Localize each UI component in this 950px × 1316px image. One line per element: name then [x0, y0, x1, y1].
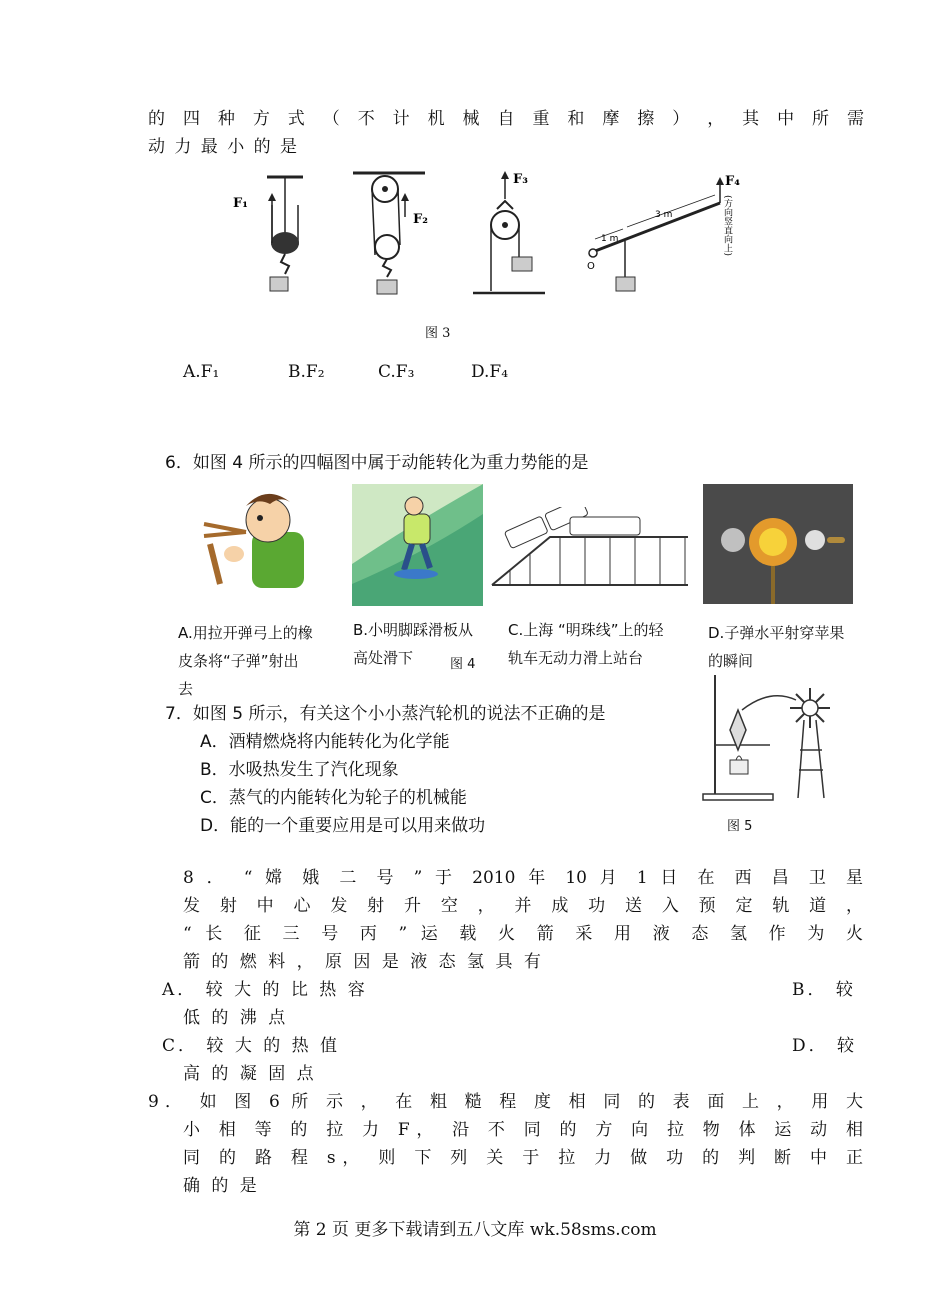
label-1m: 1 m	[601, 234, 619, 244]
q6-option-b-line-2: 高处滑下	[353, 649, 414, 667]
q6-option-c-line-2: 轨车无动力滑上站台	[508, 649, 644, 667]
fixed-pulley-drawing	[267, 177, 303, 291]
q8-option-a: A． 较 大 的 比 热 容	[162, 980, 368, 1000]
q6-option-b-line-1: B.小明脚踩滑板从	[353, 621, 474, 639]
q7-option-d: D．能的一个重要应用是可以用来做功	[200, 816, 486, 836]
q9-stem-line-2: 小 相 等 的 拉 力 F， 沿 不 同 的 方 向 拉 物 体 运 动 相	[183, 1120, 863, 1140]
q8-option-b-continued: 低 的 沸 点	[183, 1008, 289, 1028]
q7-option-c: C．蒸气的内能转化为轮子的机械能	[200, 788, 467, 808]
q6-stem: 6．如图 4 所示的四幅图中属于动能转化为重力势能的是	[165, 453, 589, 473]
q8-option-d: D． 较	[792, 1036, 858, 1056]
q8-option-b: B． 较	[792, 980, 856, 1000]
figure-4-caption: 图 4	[450, 657, 476, 672]
q5-option-a: A.F₁	[183, 362, 220, 382]
q8-option-c: C． 较 大 的 热 值	[162, 1036, 341, 1056]
figure-5-steam-turbine	[700, 670, 840, 805]
q6-image-d-bullet-apple	[703, 484, 853, 604]
q8-stem-line-3: “ 长 征 三 号 丙 ” 运 载 火 箭 采 用 液 态 氢 作 为 火	[183, 924, 863, 944]
q6-option-c-line-1: C.上海 “明珠线”上的轻	[508, 621, 664, 639]
q9-stem-line-4: 确 的 是	[183, 1176, 260, 1196]
label-f3: F₃	[513, 172, 528, 187]
q7-stem: 7．如图 5 所示，有关这个小小蒸汽轮机的说法不正确的是	[165, 704, 606, 724]
label-3m: 3 m	[655, 210, 673, 220]
q8-option-d-continued: 高 的 凝 固 点	[183, 1064, 317, 1084]
pulley-block-drawing	[353, 173, 425, 294]
q6-option-a-line-2: 皮条将“子弹”射出	[178, 652, 299, 670]
q5-stem-line-2: 动 力 最 小 的 是	[148, 137, 300, 157]
q8-stem-line-2: 发 射 中 心 发 射 升 空 ， 并 成 功 送 入 预 定 轨 道 ，	[183, 896, 863, 916]
q8-stem-line-1: 8 ． “ 嫦 娥 二 号 ” 于 2010 年 10 月 1 日 在 西 昌 卫 星	[183, 868, 863, 888]
label-pivot-o: O	[587, 261, 595, 272]
label-f4: F₄	[725, 174, 740, 189]
page-footer: 第 2 页 更多下载请到五八文库 wk.58sms.com	[293, 1220, 657, 1240]
q6-image-a-slingshot	[190, 484, 320, 600]
q6-option-a-line-3: 去	[178, 680, 194, 698]
figure-3-caption: 图 3	[425, 326, 451, 341]
q6-image-c-light-rail	[490, 507, 690, 589]
q7-option-a: A．酒精燃烧将内能转化为化学能	[200, 732, 450, 752]
q5-stem-line-1: 的 四 种 方 式 （ 不 计 机 械 自 重 和 摩 擦 ） ， 其 中 所 需	[148, 109, 864, 129]
q6-image-b-skateboard	[352, 484, 483, 606]
q6-option-d-line-2: 的瞬间	[708, 652, 754, 670]
figure-3-pulleys-lever	[225, 165, 755, 305]
movable-pulley-drawing	[473, 171, 545, 293]
q5-option-c: C.F₃	[378, 362, 415, 382]
q7-option-b: B．水吸热发生了汽化现象	[200, 760, 399, 780]
q5-option-b: B.F₂	[288, 362, 325, 382]
q9-stem-line-1: 9． 如 图 6 所 示 ， 在 粗 糙 程 度 相 同 的 表 面 上 ， 用 大	[148, 1092, 863, 1112]
q6-option-a-line-1: A.用拉开弹弓上的橡	[178, 624, 313, 642]
q9-stem-line-3: 同 的 路 程 s， 则 下 列 关 于 拉 力 做 功 的 判 断 中 正	[183, 1148, 863, 1168]
label-f2: F₂	[413, 212, 428, 227]
q8-stem-line-4: 箭 的 燃 料 ， 原 因 是 液 态 氢 具 有	[183, 952, 544, 972]
label-f1: F₁	[233, 196, 248, 211]
q6-option-d-line-1: D.子弹水平射穿苹果	[708, 624, 845, 642]
label-f4-direction-note: (方向竖直向上)	[722, 195, 732, 257]
figure-5-caption: 图 5	[727, 819, 753, 834]
q5-option-d: D.F₄	[471, 362, 509, 382]
